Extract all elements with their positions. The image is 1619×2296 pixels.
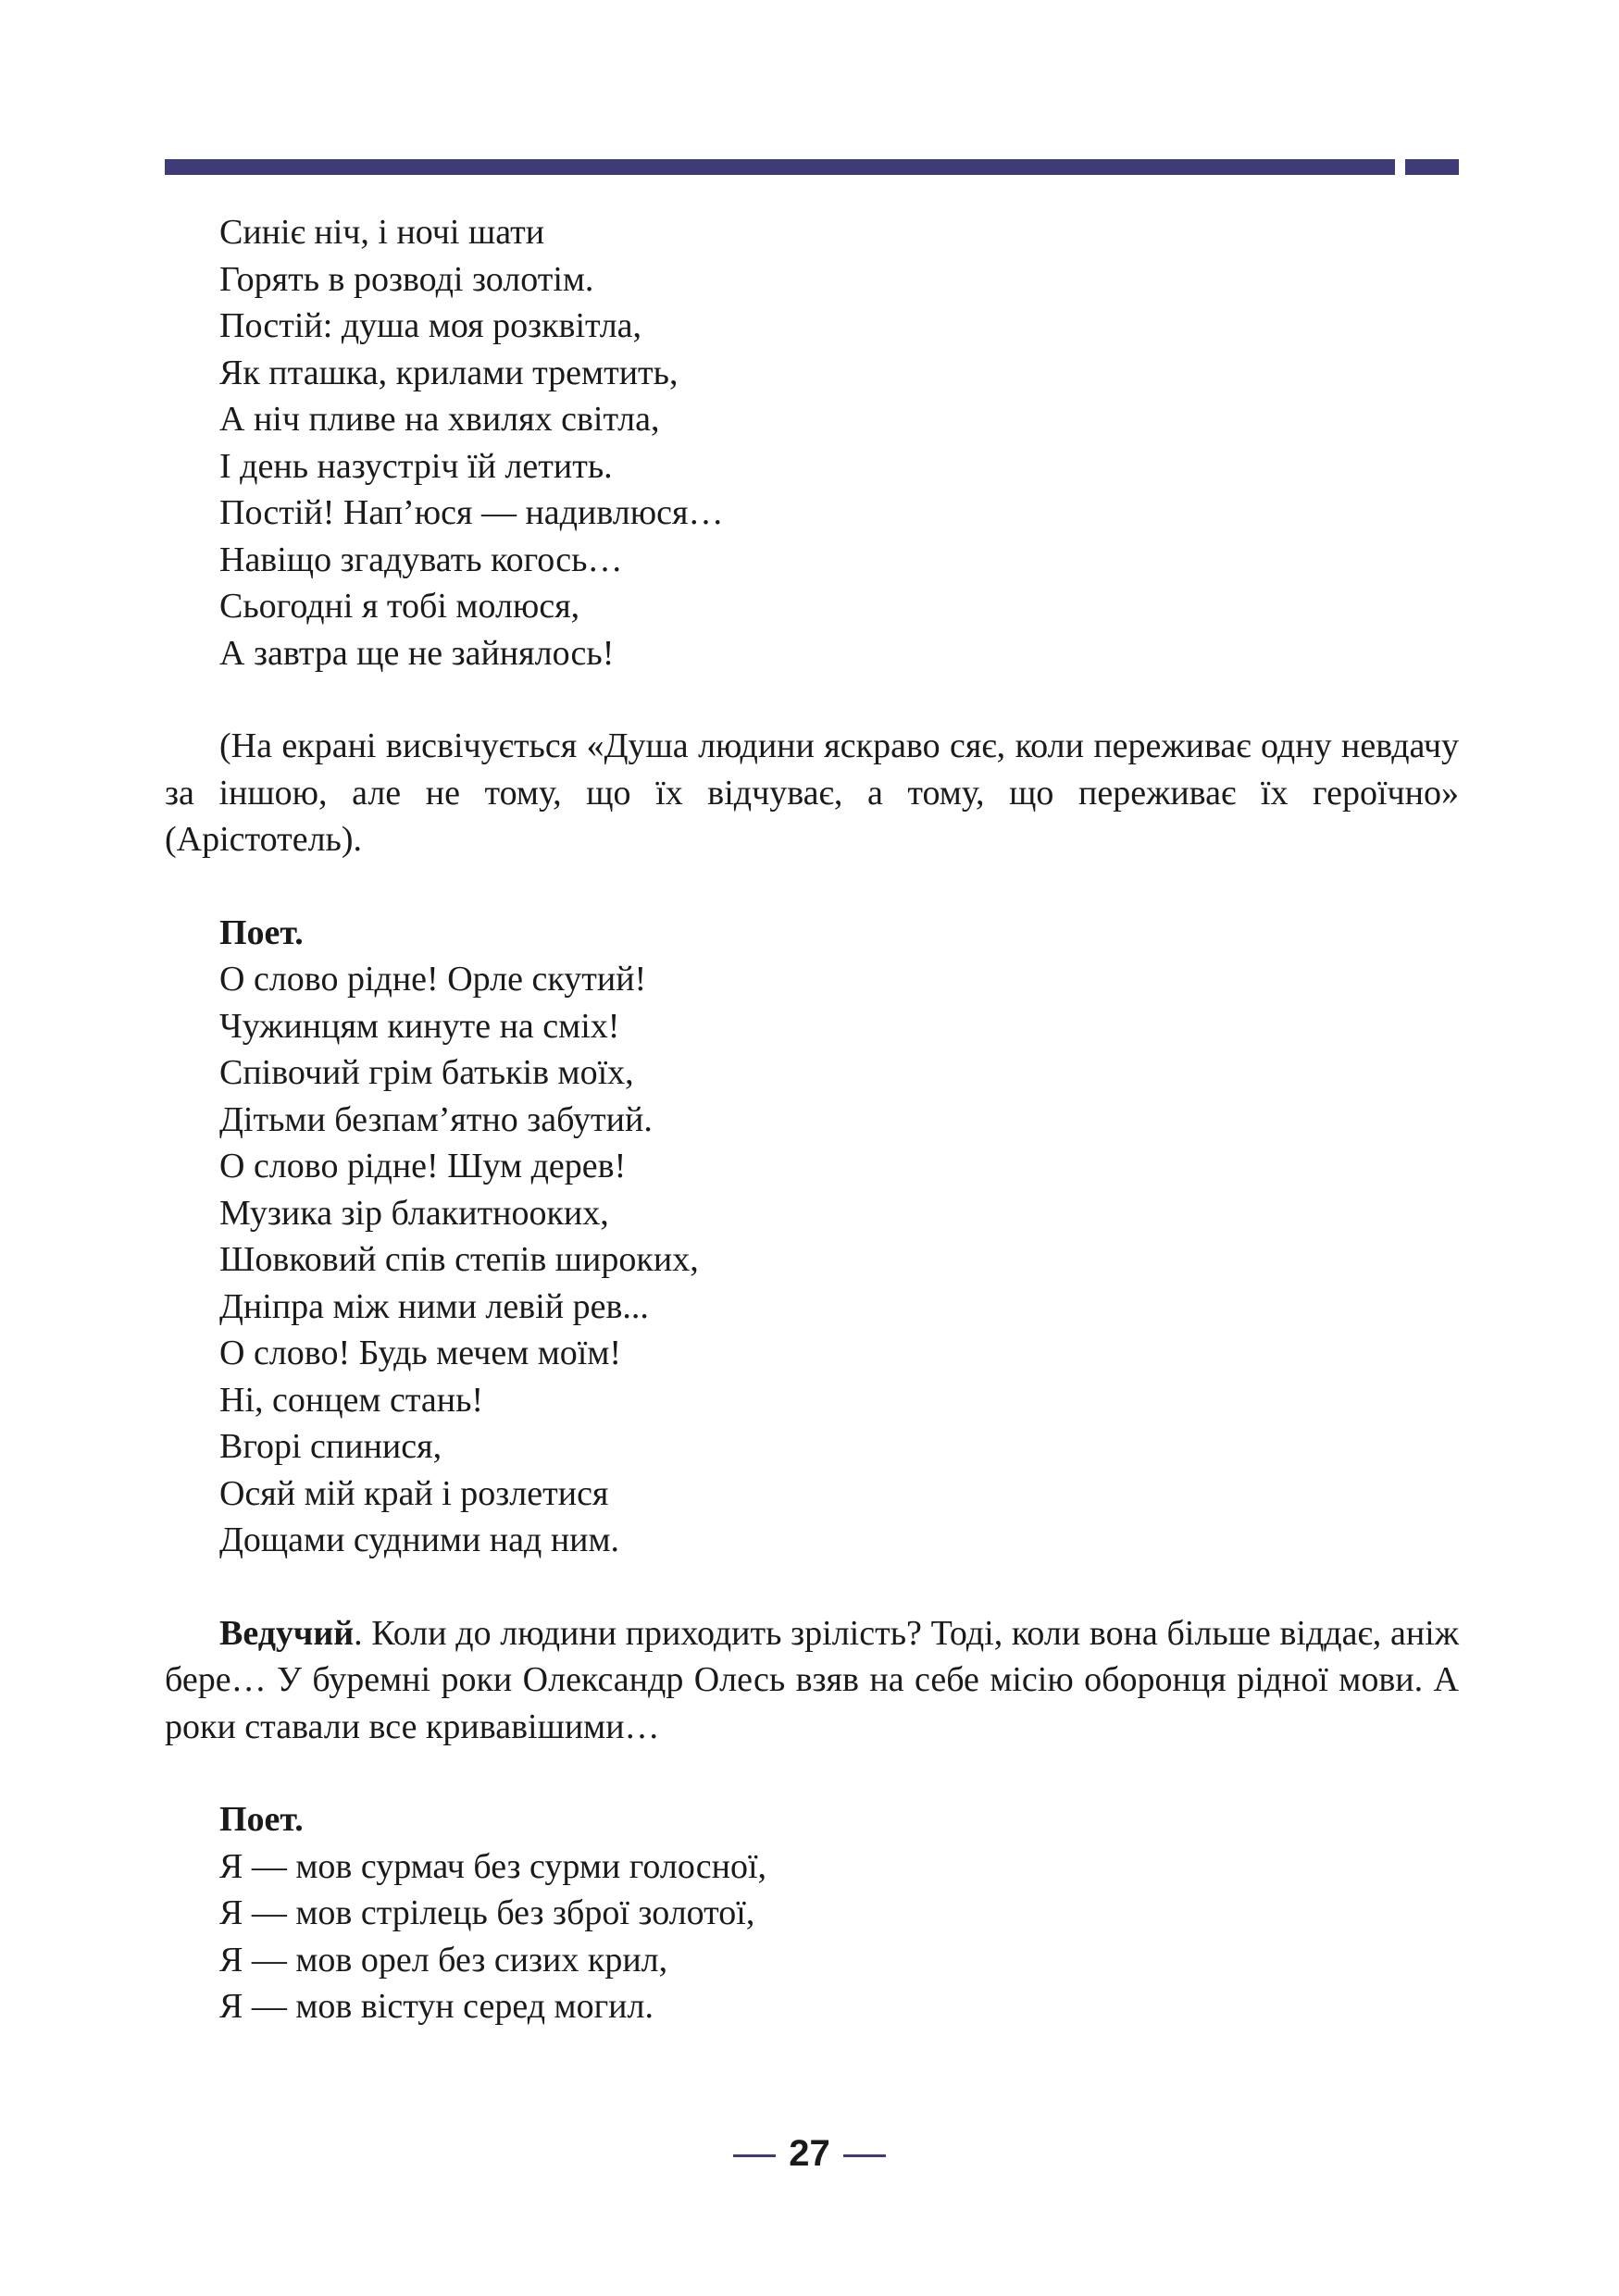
verse-line: Постій: душа моя розквітла, bbox=[219, 306, 642, 345]
verse-line: Навіщо згадувать когось… bbox=[219, 540, 623, 579]
header-rule bbox=[165, 159, 1395, 175]
verse-line: Ні, сонцем стань! bbox=[219, 1380, 484, 1420]
verse-line: Я — мов орел без сизих крил, bbox=[219, 1940, 668, 1980]
page-number bbox=[0, 2130, 1619, 2177]
verse-line: Чужинцям кинуте на сміх! bbox=[219, 1006, 620, 1046]
stanza-2 bbox=[165, 956, 1459, 1564]
verse-line: Я — мов стрілець без зброї золотої, bbox=[219, 1893, 755, 1932]
verse-line: Дощами судними над ним. bbox=[219, 1520, 620, 1559]
host-paragraph bbox=[165, 1610, 1459, 1751]
verse-line: О слово! Будь мечем моїм! bbox=[219, 1334, 622, 1372]
verse-line: Вгорі спинися, bbox=[219, 1427, 442, 1466]
verse-line: Як пташка, крилами тремтить, bbox=[219, 353, 679, 392]
verse-line: Сьогодні я тобі молюся, bbox=[219, 587, 580, 626]
verse-line: Я — мов сурмач без сурми голосної, bbox=[219, 1846, 767, 1886]
verse-line: Осяй мій край і розлетися bbox=[219, 1473, 609, 1513]
verse-line: О слово рідне! Шум дерев! bbox=[219, 1147, 627, 1185]
verse-line: Горять в розводі золотім. bbox=[219, 259, 594, 299]
page-number-dash-right bbox=[843, 2154, 886, 2157]
host-text: . Коли до людини приходить зрілість? Тоді, коли вона більше віддає, аніж бере… У буремні роки Олександр Олесь взяв на себе місію оборонця рідної мови. А роки ставали все кривавішими… bbox=[165, 1613, 1459, 1746]
verse-line: Музика зір блакитнооких, bbox=[219, 1193, 609, 1233]
verse-line: Я — мов вістун серед могил. bbox=[219, 1987, 654, 2026]
verse-line: І день назустріч їй летить. bbox=[219, 446, 613, 486]
page-number-dash-left bbox=[733, 2154, 776, 2157]
page-number-value: 27 bbox=[789, 2133, 830, 2174]
stanza-3 bbox=[165, 1843, 1459, 2030]
verse-line: Дітьми безпам’ятно забутий. bbox=[219, 1099, 653, 1139]
verse-line: О слово рідне! Орле скутий! bbox=[219, 960, 647, 999]
speaker-label: Поет. bbox=[219, 912, 304, 952]
verse-line: Дніпра між ними левій рев... bbox=[219, 1286, 649, 1326]
verse-line: А завтра ще не зайнялось! bbox=[219, 633, 615, 673]
verse-line: Співочий грім батьків моїх, bbox=[219, 1053, 634, 1092]
verse-line: Постій! Нап’юся — надивлюся… bbox=[219, 493, 724, 532]
host-role-label: Ведучий bbox=[219, 1613, 355, 1653]
stanza-1 bbox=[165, 209, 1459, 676]
screen-note-paragraph: (На екрані висвічується «Душа людини яскраво сяє, коли переживає одну невдачу за іншою, але не тому, що їх відчуває, а тому, що переживає їх героїчно» (Арістотель). bbox=[165, 726, 1459, 859]
header-rule-end bbox=[1405, 159, 1459, 175]
page-content bbox=[165, 209, 1459, 2030]
verse-line: Шовковий спів степів широких, bbox=[219, 1240, 699, 1279]
speaker-label: Поет. bbox=[219, 1800, 304, 1839]
verse-line: Синіє ніч, і ночі шати bbox=[219, 213, 545, 252]
verse-line: А ніч пливе на хвилях світла, bbox=[219, 400, 660, 439]
